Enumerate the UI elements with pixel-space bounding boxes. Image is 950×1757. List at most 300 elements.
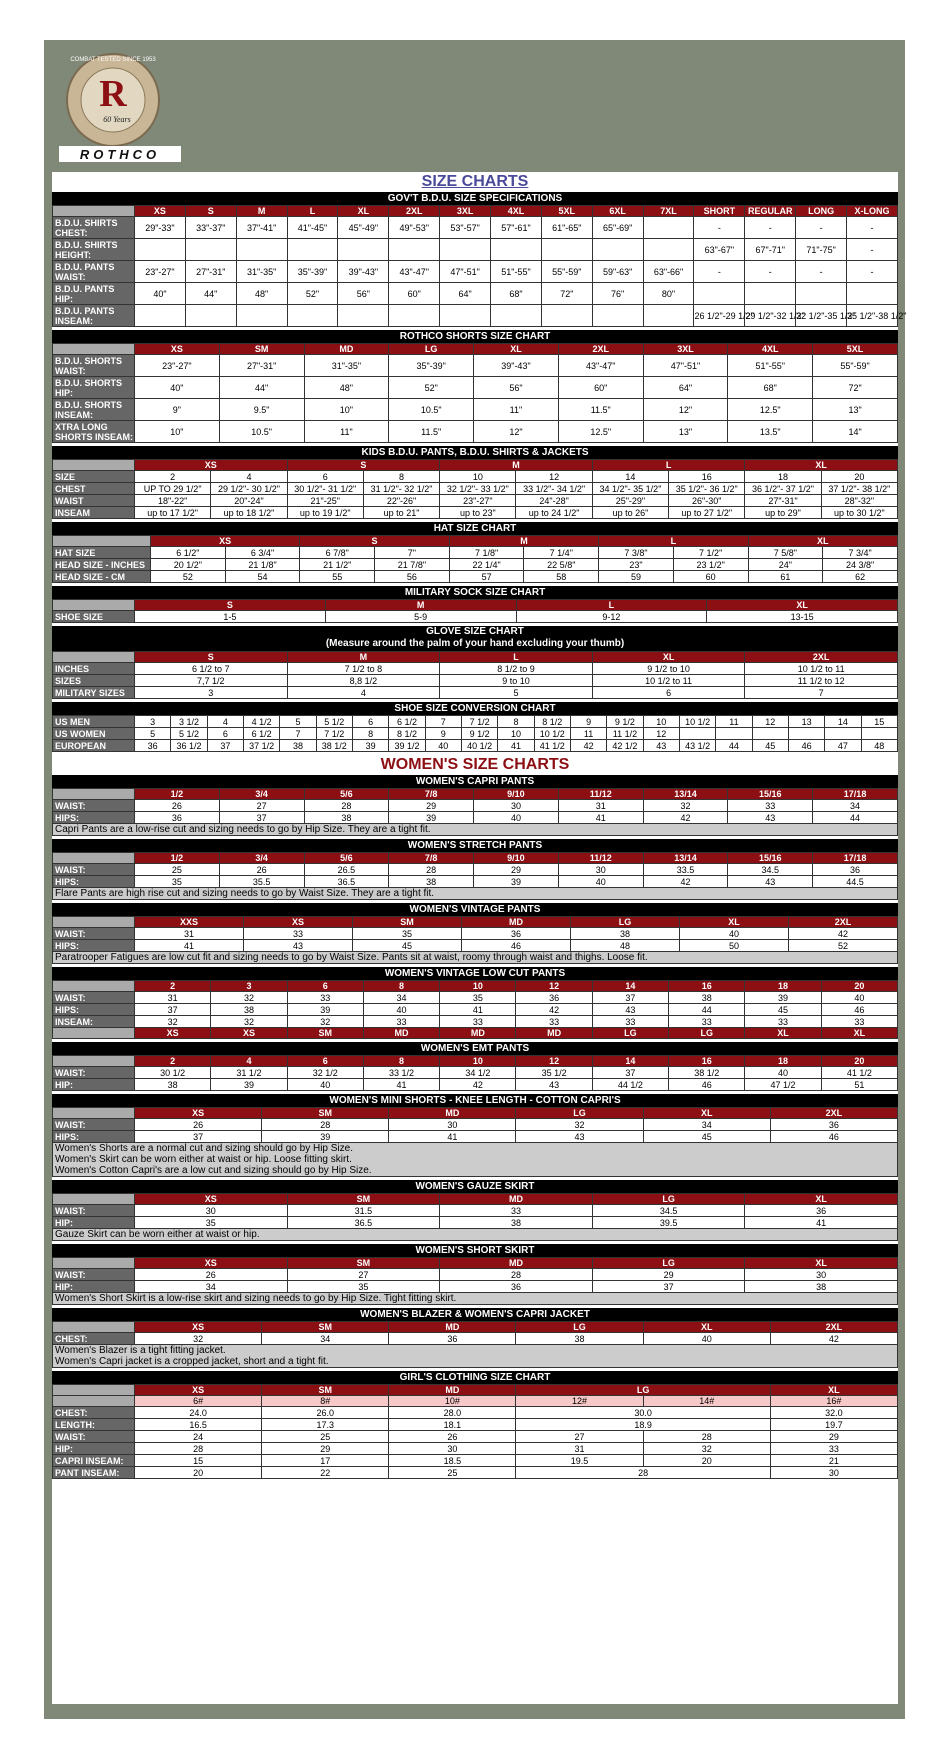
table-row (53, 1079, 898, 1091)
value-cell: 71"-75" (796, 239, 847, 261)
value-cell: 33 (669, 1016, 745, 1028)
row-label: HIPS: (53, 1004, 135, 1016)
size-header-cell: LG (669, 1028, 745, 1039)
value-cell: 34 1/2 (440, 1067, 516, 1079)
value-cell: 13 (788, 716, 824, 728)
row-label: HIPS: (53, 1131, 135, 1143)
value-cell: up to 26" (592, 507, 668, 519)
value-cell (389, 239, 440, 261)
value-cell: 12 (643, 728, 679, 740)
value-cell: 3 1/2 (171, 716, 207, 728)
row-label: SIZES (53, 675, 135, 687)
value-cell: - (847, 217, 898, 239)
value-cell: 46 (669, 1079, 745, 1091)
table-row (53, 495, 898, 507)
value-cell: 41"-45" (287, 217, 338, 239)
value-cell: 37"-41" (236, 217, 287, 239)
value-cell: 3 (135, 716, 171, 728)
value-cell (53, 1258, 135, 1269)
row-label: SIZE (53, 471, 135, 483)
note-line: Women's Blazer is a tight fitting jacket. (55, 1345, 226, 1356)
chart-shoe (52, 702, 898, 752)
value-cell (440, 239, 491, 261)
value-cell: 24 (135, 1431, 262, 1443)
chart-title (52, 1180, 898, 1193)
size-header-cell: S (300, 536, 449, 547)
value-cell: 68" (491, 283, 542, 305)
value-cell: 38 (745, 1281, 898, 1293)
value-cell: 30 (770, 1467, 897, 1479)
table-row (53, 740, 898, 752)
size-header-cell: 2XL (789, 917, 898, 928)
size-header-cell: 2XL (389, 206, 440, 217)
value-cell (788, 728, 824, 740)
value-cell: 32 (211, 1016, 287, 1028)
value-cell: 50 (680, 940, 789, 952)
table-row (53, 864, 898, 876)
value-cell: 12 (752, 716, 788, 728)
size-chart-content (52, 172, 907, 1704)
value-cell: 14" (813, 421, 898, 443)
value-cell (53, 789, 135, 800)
value-cell: 61 (748, 571, 823, 583)
size-header-cell: LG (571, 917, 680, 928)
size-header-cell: SM (353, 917, 462, 928)
value-cell: 13-15 (707, 611, 898, 623)
value-cell: 36 (813, 864, 898, 876)
value-cell: 7 (280, 728, 316, 740)
size-header-cell: 5/6 (304, 853, 389, 864)
value-cell: 22 5/8" (524, 559, 599, 571)
size-header-cell: 3XL (440, 206, 491, 217)
value-cell: 72" (541, 283, 592, 305)
value-cell: 11 (570, 728, 606, 740)
value-cell (541, 239, 592, 261)
chart-title-text: WOMEN'S BLAZER & WOMEN'S CAPRI JACKET (360, 1309, 590, 1320)
value-cell: 6 1/2" (151, 547, 226, 559)
row-label: HIP: (53, 1079, 135, 1091)
value-cell (53, 917, 135, 928)
value-cell (592, 239, 643, 261)
size-header-cell: XS (151, 536, 300, 547)
chart-title-text: ROTHCO SHORTS SIZE CHART (399, 331, 551, 342)
value-cell: 63"-66" (643, 261, 694, 283)
value-cell: 40" (135, 283, 186, 305)
value-cell: 37 (219, 812, 304, 824)
size-header-cell: XS (244, 917, 353, 928)
row-label: WAIST: (53, 1205, 135, 1217)
value-cell: 6# (135, 1396, 262, 1407)
chart-hat (52, 522, 898, 583)
size-header-cell: MD (304, 344, 389, 355)
value-cell: 38 (669, 992, 745, 1004)
value-cell: 30.0 (516, 1407, 770, 1419)
value-cell: 37 (592, 992, 668, 1004)
chart-sock (52, 586, 898, 623)
value-cell: 33 (440, 1016, 516, 1028)
logo-wordmark: ROTHCO (79, 147, 161, 162)
value-cell: 48" (236, 283, 287, 305)
row-label: WAIST: (53, 864, 135, 876)
value-cell: 23"-27" (440, 495, 516, 507)
value-cell: 43 (516, 1079, 592, 1091)
value-cell: 30 1/2"- 31 1/2" (287, 483, 363, 495)
row-label: WAIST (53, 495, 135, 507)
table-row (53, 876, 898, 888)
row-label: HIP: (53, 1281, 135, 1293)
value-cell: 29 1/2"- 30 1/2" (211, 483, 287, 495)
size-header-cell: M (449, 536, 598, 547)
value-cell: 33 (287, 992, 363, 1004)
value-cell: 28"-32" (821, 495, 897, 507)
value-cell: 29 (474, 864, 559, 876)
size-header-cell: XS (135, 1258, 288, 1269)
value-cell: 36 1/2 (171, 740, 207, 752)
chart-title (52, 1371, 898, 1384)
value-cell: 41 (558, 812, 643, 824)
size-header-cell: 20 (821, 981, 897, 992)
value-cell: up to 27 1/2" (669, 507, 745, 519)
value-cell: 33"-37" (185, 217, 236, 239)
table-row (53, 1455, 898, 1467)
value-cell: 68" (728, 377, 813, 399)
size-header-row (53, 1258, 898, 1269)
row-label: SHOE SIZE (53, 611, 135, 623)
value-cell (287, 239, 338, 261)
value-cell: 10 (498, 728, 534, 740)
size-table (52, 599, 898, 623)
value-cell: 38 (516, 1333, 643, 1345)
size-table (52, 535, 898, 583)
value-cell: 43"-47" (558, 355, 643, 377)
size-header-cell: M (440, 460, 593, 471)
size-header-cell: 10 (440, 1056, 516, 1067)
size-table (52, 788, 898, 824)
size-header-cell: 7/8 (389, 789, 474, 800)
size-header-cell: SM (262, 1385, 389, 1396)
row-label: WAIST: (53, 1119, 135, 1131)
value-cell: 31.5 (287, 1205, 440, 1217)
value-cell: 31"-35" (236, 261, 287, 283)
value-cell: 5 (135, 728, 171, 740)
table-row (53, 663, 898, 675)
value-cell: 12.5" (558, 421, 643, 443)
size-header-cell: 13/14 (643, 789, 728, 800)
value-cell: 6 (287, 471, 363, 483)
value-cell: 21 7/8" (375, 559, 450, 571)
size-header-cell: 6 (287, 1056, 363, 1067)
size-header-cell: XS (135, 1028, 211, 1039)
value-cell: 31 1/2 (211, 1067, 287, 1079)
row-label: B.D.U. PANTS HIP: (53, 283, 135, 305)
size-header-cell: MD (389, 1108, 516, 1119)
value-cell (679, 728, 715, 740)
chart-subtitle: (Measure around the palm of your hand excluding your thumb) (325, 638, 625, 649)
value-cell: 33 (440, 1205, 593, 1217)
chart-note (52, 1143, 898, 1177)
size-table (52, 1321, 898, 1345)
size-header-row (53, 917, 898, 928)
value-cell: 55"-59" (813, 355, 898, 377)
value-cell (53, 652, 135, 663)
value-cell (53, 600, 135, 611)
value-cell: 25"-29" (592, 495, 668, 507)
value-cell: 8 (363, 471, 439, 483)
value-cell: up to 24 1/2" (516, 507, 592, 519)
size-header-cell: XL (592, 652, 745, 663)
value-cell: 4 (211, 471, 287, 483)
value-cell: 35 (440, 992, 516, 1004)
value-cell: 10 1/2 (679, 716, 715, 728)
value-cell: 9 (425, 728, 461, 740)
size-header-cell: XL (745, 1194, 898, 1205)
value-cell: 6 1/2 (389, 716, 425, 728)
value-cell: 46 (821, 1004, 897, 1016)
value-cell (440, 305, 491, 327)
value-cell: 9.5" (219, 399, 304, 421)
value-cell: up to 21" (363, 507, 439, 519)
chart-title-text: KIDS B.D.U. PANTS, B.D.U. SHIRTS & JACKETS (361, 447, 589, 458)
value-cell (541, 305, 592, 327)
size-header-row (53, 652, 898, 663)
size-header-cell: XXS (135, 917, 244, 928)
value-cell: 43 (516, 1131, 643, 1143)
value-cell: - (847, 239, 898, 261)
logo-badge: 60 Years (103, 115, 131, 124)
size-header-cell: 13/14 (643, 853, 728, 864)
size-header-cell: XL (821, 1028, 897, 1039)
row-label: HAT SIZE (53, 547, 151, 559)
value-cell: 22 1/4" (449, 559, 524, 571)
value-cell (53, 1028, 135, 1039)
size-header-cell: 18 (745, 981, 821, 992)
value-cell (752, 728, 788, 740)
value-cell: 5 (280, 716, 316, 728)
value-cell: 53"-57" (440, 217, 491, 239)
size-header-cell: 16 (669, 981, 745, 992)
value-cell: 44 (669, 1004, 745, 1016)
size-header-cell: MD (440, 1194, 593, 1205)
value-cell (338, 239, 389, 261)
size-header-cell: LG (516, 1108, 643, 1119)
size-header-cell: L (516, 600, 707, 611)
value-cell: 29 (770, 1431, 897, 1443)
value-cell: 7 1/2 to 8 (287, 663, 440, 675)
value-cell: 36 (389, 1333, 516, 1345)
row-label: EUROPEAN (53, 740, 135, 752)
value-cell: 37 (135, 1004, 211, 1016)
size-header-row (53, 789, 898, 800)
size-header-cell: 2XL (558, 344, 643, 355)
value-cell: 61"-65" (541, 217, 592, 239)
value-cell: 35 (135, 1217, 288, 1229)
value-cell (389, 305, 440, 327)
value-cell: 18.1 (389, 1419, 516, 1431)
value-cell: 20"-24" (211, 495, 287, 507)
size-header-cell: SM (262, 1108, 389, 1119)
table-row (53, 800, 898, 812)
chart-glove (52, 626, 898, 699)
value-cell: - (847, 261, 898, 283)
value-cell: 18.9 (516, 1419, 770, 1431)
size-header-cell: XL (643, 1108, 770, 1119)
size-header-cell: LG (389, 344, 474, 355)
size-header-cell: 15/16 (728, 853, 813, 864)
note-line: Women's Short Skirt is a low-rise skirt and sizing needs to go by Hip Size. Tight fitting skirt. (55, 1293, 457, 1304)
value-cell: 36 (135, 740, 171, 752)
table-row (53, 1431, 898, 1443)
value-cell: - (745, 261, 796, 283)
value-cell: 39 (389, 812, 474, 824)
value-cell (825, 728, 861, 740)
value-cell: 43 (592, 1004, 668, 1016)
size-header-cell: 3/4 (219, 789, 304, 800)
chart-title-text: WOMEN'S STRETCH PANTS (407, 840, 543, 851)
value-cell: up to 17 1/2" (135, 507, 211, 519)
size-header-cell: 2XL (770, 1322, 897, 1333)
table-row (53, 1004, 898, 1016)
size-header-cell: XL (745, 1258, 898, 1269)
value-cell: 39.5 (592, 1217, 745, 1229)
value-cell: 45 (353, 940, 462, 952)
value-cell: 27"-31" (185, 261, 236, 283)
logo-r: R (99, 73, 127, 115)
row-label: B.D.U. SHIRTS HEIGHT: (53, 239, 135, 261)
note-line: Women's Shorts are a normal cut and sizing should go by Hip Size. (55, 1143, 353, 1154)
value-cell: 14# (643, 1396, 770, 1407)
value-cell (716, 728, 752, 740)
size-charts-heading: SIZE CHARTS (421, 173, 529, 190)
value-cell: 47"-51" (643, 355, 728, 377)
note-line: Gauze Skirt can be worn either at waist or hip. (55, 1229, 260, 1240)
size-header-cell: 18 (745, 1056, 821, 1067)
value-cell: 40 (821, 992, 897, 1004)
value-cell: 56 (375, 571, 450, 583)
value-cell: 24"-28" (516, 495, 592, 507)
value-cell: 51 (821, 1079, 897, 1091)
value-cell: 11" (474, 399, 559, 421)
value-cell: 17.3 (262, 1419, 389, 1431)
table-row (53, 571, 898, 583)
value-cell: 27 (287, 1269, 440, 1281)
value-cell: 52 (151, 571, 226, 583)
value-cell: 2 (135, 471, 211, 483)
value-cell: 9 1/2 (607, 716, 643, 728)
value-cell: 17 (262, 1455, 389, 1467)
value-cell: 28 (135, 1443, 262, 1455)
mens-charts (52, 192, 907, 752)
value-cell: 48 (571, 940, 680, 952)
value-cell: 7,7 1/2 (135, 675, 288, 687)
value-cell: 33 (821, 1016, 897, 1028)
table-row (53, 507, 898, 519)
row-label: CHEST: (53, 1333, 135, 1345)
value-cell: 36 (745, 1205, 898, 1217)
value-cell: 42 (440, 1079, 516, 1091)
value-cell: 26"-30" (669, 495, 745, 507)
value-cell: 48" (304, 377, 389, 399)
value-cell: 44 1/2 (592, 1079, 668, 1091)
value-cell: 21"-25" (287, 495, 363, 507)
value-cell: 39"-43" (474, 355, 559, 377)
value-cell: 31"-35" (304, 355, 389, 377)
value-cell: 34.5 (728, 864, 813, 876)
value-cell: 30 (474, 800, 559, 812)
value-cell: 32 (135, 1333, 262, 1345)
value-cell (53, 460, 135, 471)
value-cell: 9 (570, 716, 606, 728)
value-cell: 33 1/2 (363, 1067, 439, 1079)
chart-title-text: WOMEN'S GAUZE SKIRT (415, 1181, 535, 1192)
table-row (53, 687, 898, 699)
size-header-cell: 6 (287, 981, 363, 992)
value-cell: 30 (745, 1269, 898, 1281)
row-label: HIP: (53, 1217, 135, 1229)
row-label: US WOMEN (53, 728, 135, 740)
size-number-row (53, 1396, 898, 1407)
size-header-cell: 1/2 (135, 853, 220, 864)
value-cell: 30 (389, 1443, 516, 1455)
value-cell: 37 (592, 1067, 668, 1079)
value-cell: 44" (219, 377, 304, 399)
value-cell: up to 23" (440, 507, 516, 519)
value-cell (287, 305, 338, 327)
value-cell: 32 (643, 1443, 770, 1455)
size-header-cell: XL (748, 536, 898, 547)
value-cell: 54 (225, 571, 300, 583)
value-cell: 41 1/2 (534, 740, 570, 752)
value-cell: 5 1/2 (316, 716, 352, 728)
row-label: CAPRI INSEAM: (53, 1455, 135, 1467)
size-header-cell: SM (287, 1194, 440, 1205)
value-cell (236, 239, 287, 261)
size-header-cell: 3 (211, 981, 287, 992)
value-cell: 3 (135, 687, 288, 699)
value-cell: 8 1/2 (534, 716, 570, 728)
value-cell: 21 1/8" (225, 559, 300, 571)
value-cell: 27"-31" (219, 355, 304, 377)
value-cell: 20 (821, 471, 897, 483)
value-cell: 67"-71" (745, 239, 796, 261)
value-cell: 10.5" (389, 399, 474, 421)
value-cell (338, 305, 389, 327)
value-cell (185, 239, 236, 261)
value-cell: 38 (135, 1079, 211, 1091)
value-cell: 7 3/4" (823, 547, 898, 559)
value-cell: 31 (516, 1443, 643, 1455)
size-table (52, 1384, 898, 1479)
value-cell: 33 (770, 1443, 897, 1455)
table-row (53, 1131, 898, 1143)
value-cell: 11.5" (389, 421, 474, 443)
chart-title (52, 839, 898, 852)
value-cell: 26 (135, 1269, 288, 1281)
value-cell: 6 (207, 728, 243, 740)
value-cell: 43"-47" (389, 261, 440, 283)
chart-govt-bdu (52, 192, 907, 327)
value-cell: 76" (592, 283, 643, 305)
value-cell: - (796, 217, 847, 239)
row-label: PANT INSEAM: (53, 1467, 135, 1479)
value-cell: 20 1/2" (151, 559, 226, 571)
value-cell: 9 1/2 (461, 728, 497, 740)
value-cell: 42 (643, 812, 728, 824)
value-cell: 21 1/2" (300, 559, 375, 571)
size-header-cell: MD (440, 1258, 593, 1269)
size-header-cell: XS (135, 460, 288, 471)
value-cell: 39"-43" (338, 261, 389, 283)
value-cell: 12 (516, 471, 592, 483)
